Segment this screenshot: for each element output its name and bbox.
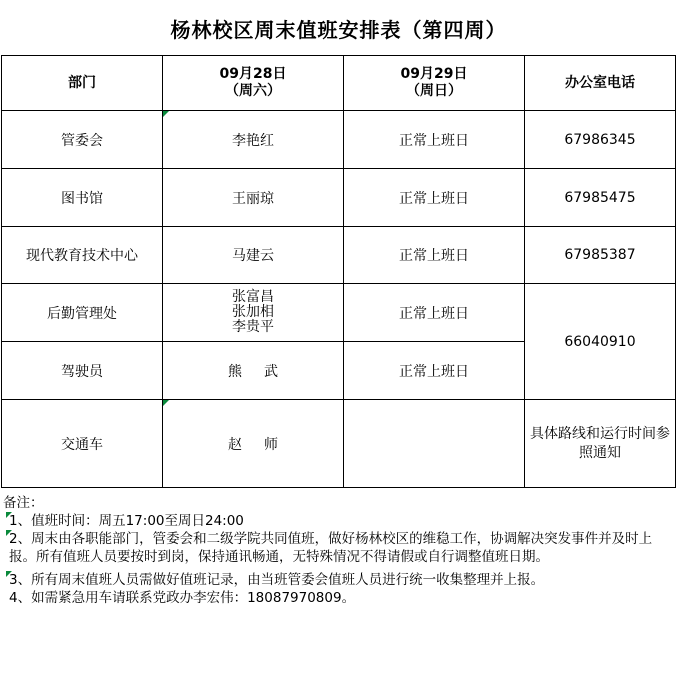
duty-person-given: 师 xyxy=(264,436,278,453)
duty-person: 李贵平 xyxy=(232,319,274,335)
dept-cell: 现代教育技术中心 xyxy=(2,227,163,284)
saturday-cell: 马建云 xyxy=(163,227,344,284)
table-row xyxy=(2,284,676,342)
note-item: 3、所有周末值班人员需做好值班记录，由当班管委会值班人员进行统一收集整理并上报。 xyxy=(3,571,673,589)
table-row xyxy=(2,111,676,169)
duty-schedule-table xyxy=(1,55,676,488)
header-sunday-weekday: （周日） xyxy=(406,83,462,99)
header-dept: 部门 xyxy=(2,56,163,111)
shared-phone-cell: 66040910 xyxy=(525,284,676,400)
table-row xyxy=(2,227,676,284)
note-item: 4、如需紧急用车请联系党政办李宏伟：18087970809。 xyxy=(9,590,356,606)
saturday-cell xyxy=(163,400,344,488)
header-sunday-date: 09月29日 xyxy=(400,66,468,82)
page-title: 杨林校区周末值班安排表（第四周） xyxy=(170,18,507,42)
table-row xyxy=(2,169,676,227)
sunday-cell xyxy=(344,400,525,488)
dept-cell: 图书馆 xyxy=(2,169,163,227)
dept-cell: 管委会 xyxy=(2,111,163,169)
duty-person-given: 武 xyxy=(264,363,278,380)
header-phone: 办公室电话 xyxy=(525,56,676,111)
sunday-cell: 正常上班日 xyxy=(344,284,525,342)
duty-person: 张加相 xyxy=(232,304,274,320)
phone-note-cell: 具体路线和运行时间参照通知 xyxy=(525,400,676,488)
table-row xyxy=(2,400,676,488)
dept-cell: 后勤管理处 xyxy=(2,284,163,342)
header-saturday-weekday: （周六） xyxy=(225,83,281,99)
saturday-cell xyxy=(163,284,344,342)
phone-cell: 67986345 xyxy=(525,111,676,169)
saturday-cell xyxy=(163,342,344,400)
duty-person-surname: 赵 xyxy=(228,436,242,453)
sunday-cell: 正常上班日 xyxy=(344,227,525,284)
duty-person: 张富昌 xyxy=(232,289,274,305)
dept-cell: 交通车 xyxy=(2,400,163,488)
note-item: 2、周末由各职能部门，管委会和二级学院共同值班，做好杨林校区的维稳工作，协调解决突发事件并及时上报。所有值班人员要按时到岗，保持通讯畅通，无特殊情况不得请假或自行调整值班日期。 xyxy=(3,530,673,566)
note-item: 1、值班时间：周五17:00至周日24:00 xyxy=(3,512,673,530)
header-sunday xyxy=(344,56,525,111)
header-saturday xyxy=(163,56,344,111)
sunday-cell: 正常上班日 xyxy=(344,111,525,169)
sunday-cell: 正常上班日 xyxy=(344,169,525,227)
table-header-row xyxy=(2,56,676,111)
notes-heading: 备注： xyxy=(3,495,44,511)
phone-cell: 67985475 xyxy=(525,169,676,227)
duty-person-surname: 熊 xyxy=(228,363,242,380)
header-saturday-date: 09月28日 xyxy=(219,66,287,82)
notes-section xyxy=(3,494,673,607)
saturday-cell: 王丽琼 xyxy=(163,169,344,227)
phone-cell: 67985387 xyxy=(525,227,676,284)
sunday-cell: 正常上班日 xyxy=(344,342,525,400)
dept-cell: 驾驶员 xyxy=(2,342,163,400)
saturday-cell: 李艳红 xyxy=(163,111,344,169)
